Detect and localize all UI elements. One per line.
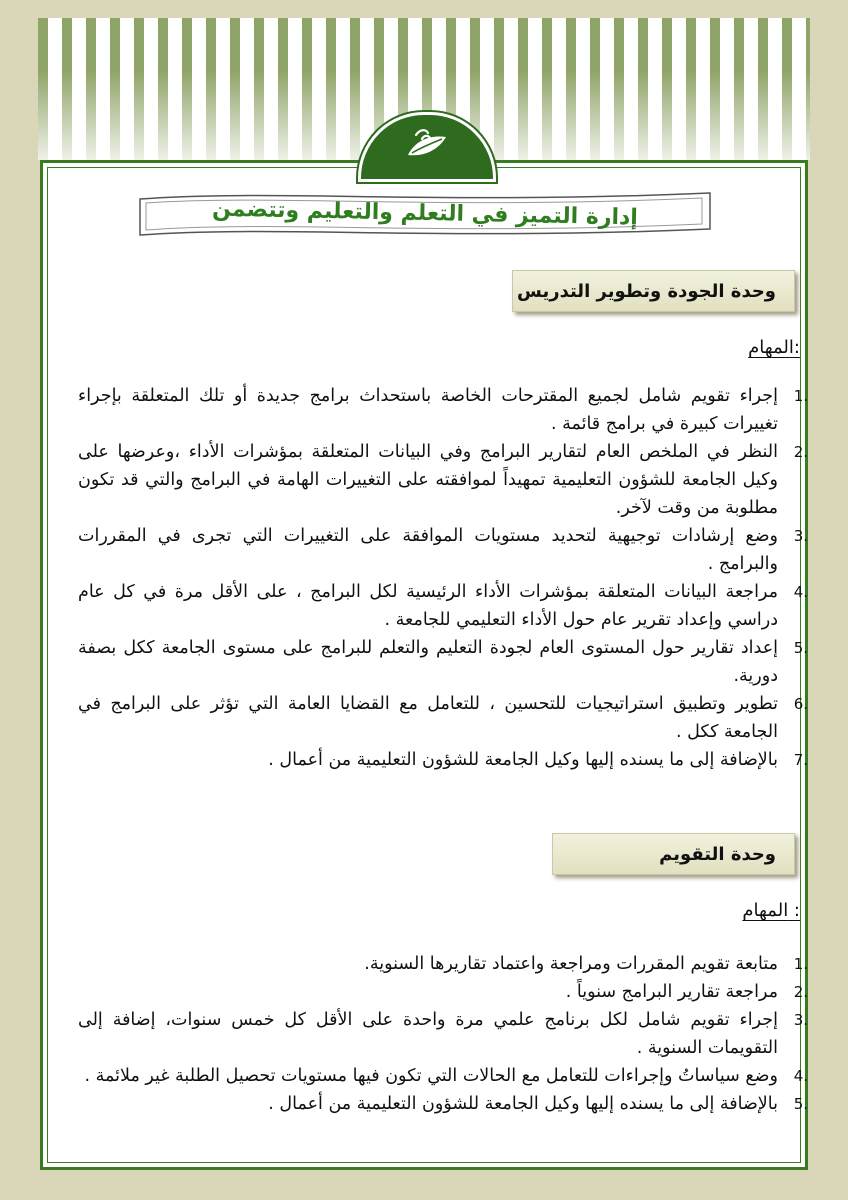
tasks-label: المهام : (742, 900, 800, 921)
section-title-quality: وحدة الجودة وتطوير التدريس (512, 270, 795, 312)
list-item: 2. النظر في الملخص العام لتقارير البرامج وفي البيانات المتعلقة بمؤشرات الأداء ،وعرضها على وكيل الجامعة للشؤون التعليمية تمهيداً لموافقته على التغييرات الهامة في البرامج والتي قد تكون مطلوبة من وقت لآخر. (78, 442, 808, 518)
list-item: 2. مراجعة تقارير البرامج سنوياً . (565, 982, 808, 1002)
list-item: 3. وضع إرشادات توجيهية لتحديد مستويات الموافقة على التغييرات التي تجرى في المقررات والبرامج . (78, 526, 808, 574)
list-item: 1. متابعة تقويم المقررات ومراجعة واعتماد تقاريرها السنوية. (364, 954, 808, 974)
list-item: 4. وضع سياساتُ وإجراءات للتعامل مع الحالات التي تكون فيها مستويات تحصيل الطلبة غير ملائمة . (84, 1066, 808, 1086)
list-item: 5. بالإضافة إلى ما يسنده إليها وكيل الجامعة للشؤون التعليمية من أعمال . (268, 1094, 808, 1114)
leaf-logo-icon (402, 125, 452, 165)
banner-title: إدارة التميز في التعلم والتعليم وتتضمن (211, 196, 639, 230)
list-item: 1. إجراء تقويم شامل لجميع المقترحات الخاصة باستحداث برامج جديدة أو تلك المتعلقة بإجراء تغييرات كبيرة في برامج قائمة . (78, 386, 808, 434)
task-list-evaluation (78, 950, 808, 1118)
list-item: 7. بالإضافة إلى ما يسنده إليها وكيل الجامعة للشؤون التعليمية من أعمال . (268, 750, 808, 770)
list-item: 3. إجراء تقويم شامل لكل برنامج علمي مرة واحدة على الأقل كل خمس سنوات، إضافة إلى التقويمات السنوية . (78, 1010, 808, 1058)
tasks-label: المهام: (748, 337, 800, 358)
task-list-quality (78, 382, 808, 774)
section-title-evaluation: وحدة التقويم (552, 833, 795, 875)
list-item: 4. مراجعة البيانات المتعلقة بمؤشرات الأداء الرئيسية لكل البرامج ، على الأقل مرة في كل عام دراسي وإعداد تقرير عام حول الأداء التعليمي للجامعة . (78, 582, 808, 630)
list-item: 5. إعداد تقارير حول المستوى العام لجودة التعليم والتعلم للبرامج على مستوى الجامعة ككل بصفة دورية. (78, 638, 808, 686)
title-banner (136, 185, 714, 241)
list-item: 6. تطوير وتطبيق استراتيجيات للتحسين ، للتعامل مع القضايا العامة التي تؤثر على البرامج في الجامعة ككل . (78, 694, 808, 742)
